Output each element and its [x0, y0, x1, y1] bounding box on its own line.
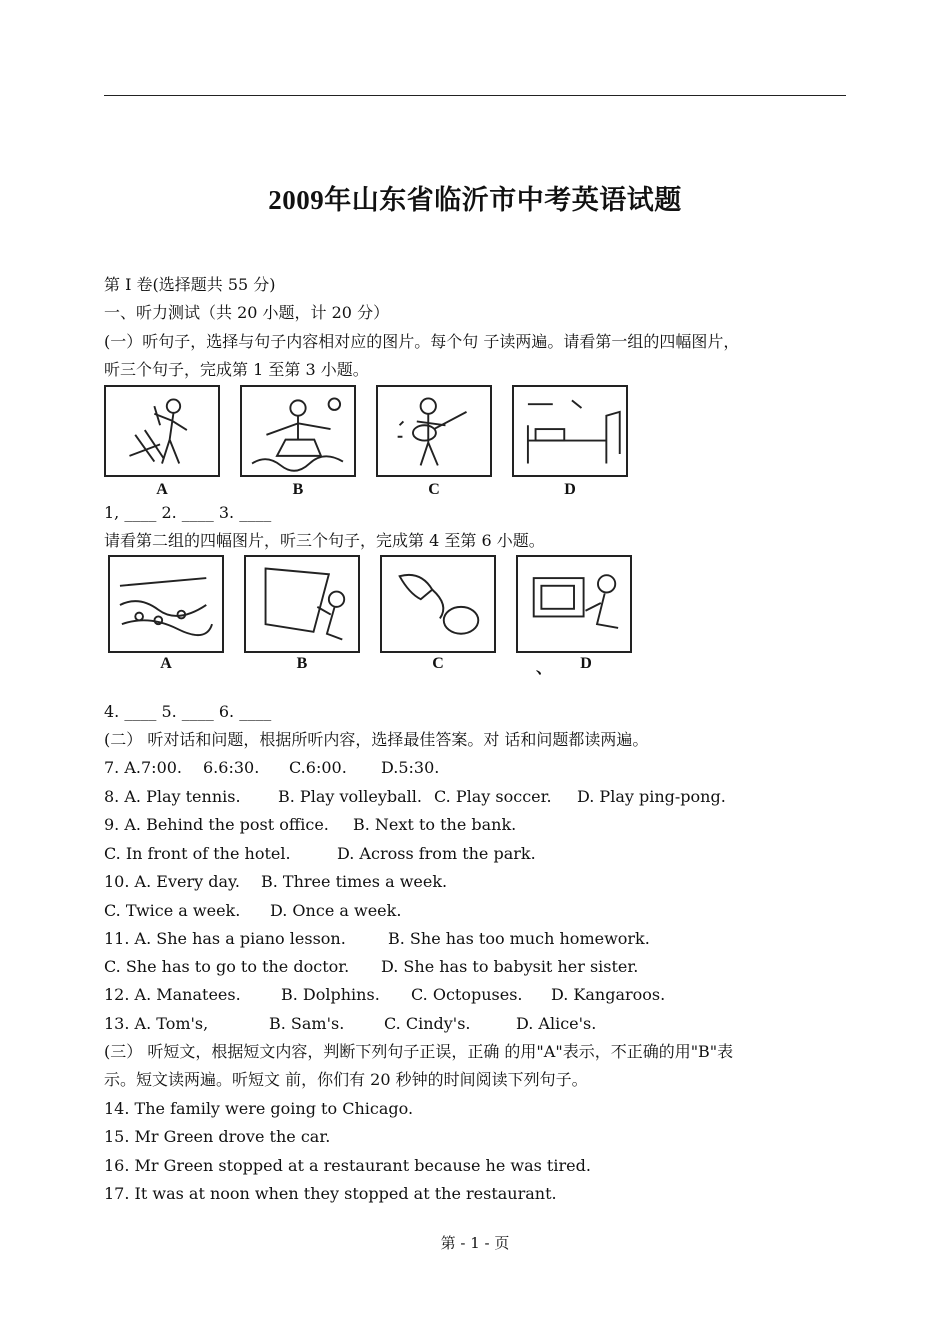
statement-17: 17. It was at noon when they stopped at the restaurant.: [104, 1184, 557, 1203]
question-8: 8. A. Play tennis. B. Play volleyball. C. Play soccer. D. Play ping-pong.: [104, 787, 726, 806]
picture-2c-telephone-illustration: [380, 555, 496, 653]
header-rule: [104, 95, 846, 96]
picture-label: C: [432, 655, 444, 672]
page-number-footer: 第 - 1 - 页: [440, 1234, 510, 1252]
statement-16: 16. Mr Green stopped at a restaurant because he was tired.: [104, 1156, 591, 1175]
picture-2b-writing-board-illustration: [244, 555, 360, 653]
question-11-line1: 11. A. She has a piano lesson. B. She has too much homework.: [104, 929, 650, 948]
picture-label: D: [580, 655, 592, 672]
picture-2d-computer-illustration: [516, 555, 632, 653]
part3-instructions-line1: (三） 听短文，根据短文内容，判断下列句子正误，正确 的用"A"表示，不正确的用"B"表: [104, 1042, 734, 1061]
picture-1d-bed-illustration: [512, 385, 628, 477]
part2-instructions: (二） 听对话和问题，根据所听内容，选择最佳答案。对 话和问题都读两遍。: [104, 730, 649, 749]
picture-2a-crowd-illustration: [108, 555, 224, 653]
question-10-line2: C. Twice a week. D. Once a week.: [104, 901, 402, 920]
statement-15: 15. Mr Green drove the car.: [104, 1127, 331, 1146]
question-13: 13. A. Tom's, B. Sam's. C. Cindy's. D. Alice's.: [104, 1014, 597, 1033]
picture-1a-reading-illustration: [104, 385, 220, 477]
part1-instructions-line1: (一）听句子，选择与句子内容相对应的图片。每个句 子读两遍。请看第一组的四幅图片，: [104, 332, 740, 351]
picture-1c-guitar-illustration: [376, 385, 492, 477]
picture-label: A: [160, 655, 172, 672]
picture-label: C: [428, 481, 440, 498]
question-7: 7. A.7:00. 6.6:30. C.6:00. D.5:30.: [104, 758, 440, 777]
picture-mark: 、: [536, 660, 553, 677]
question-12: 12. A. Manatees. B. Dolphins. C. Octopuses. D. Kangaroos.: [104, 985, 666, 1004]
answer-blanks-1: 1, ____ 2. ____ 3. ____: [104, 503, 272, 522]
part3-instructions-line2: 示。短文读两遍。听短文 前，你们有 20 秒钟的时间阅读下列句子。: [104, 1070, 588, 1089]
question-11-line2: C. She has to go to the doctor. D. She has to babysit her sister.: [104, 957, 639, 976]
picture-label: B: [292, 481, 304, 498]
picture-label: B: [296, 655, 308, 672]
page-title: 2009年山东省临沂市中考英语试题: [268, 185, 682, 215]
part1-instructions-line2: 听三个句子，完成第 1 至第 3 小题。: [104, 360, 369, 379]
statement-14: 14. The family were going to Chicago.: [104, 1099, 414, 1118]
volume-heading: 第 I 卷(选择题共 55 分): [104, 275, 276, 294]
question-9-line1: 9. A. Behind the post office. B. Next to the bank.: [104, 815, 517, 834]
question-10-line1: 10. A. Every day. B. Three times a week.: [104, 872, 448, 891]
picture-1b-dancing-illustration: [240, 385, 356, 477]
picture-label: D: [564, 481, 576, 498]
answer-blanks-2: 4. ____ 5. ____ 6. ____: [104, 702, 272, 721]
group2-instructions: 请看第二组的四幅图片，听三个句子，完成第 4 至第 6 小题。: [104, 531, 545, 550]
question-9-line2: C. In front of the hotel. D. Across from the park.: [104, 844, 536, 863]
picture-label: A: [156, 481, 168, 498]
section-listening-heading: 一、听力测试（共 20 小题，计 20 分）: [104, 303, 390, 322]
